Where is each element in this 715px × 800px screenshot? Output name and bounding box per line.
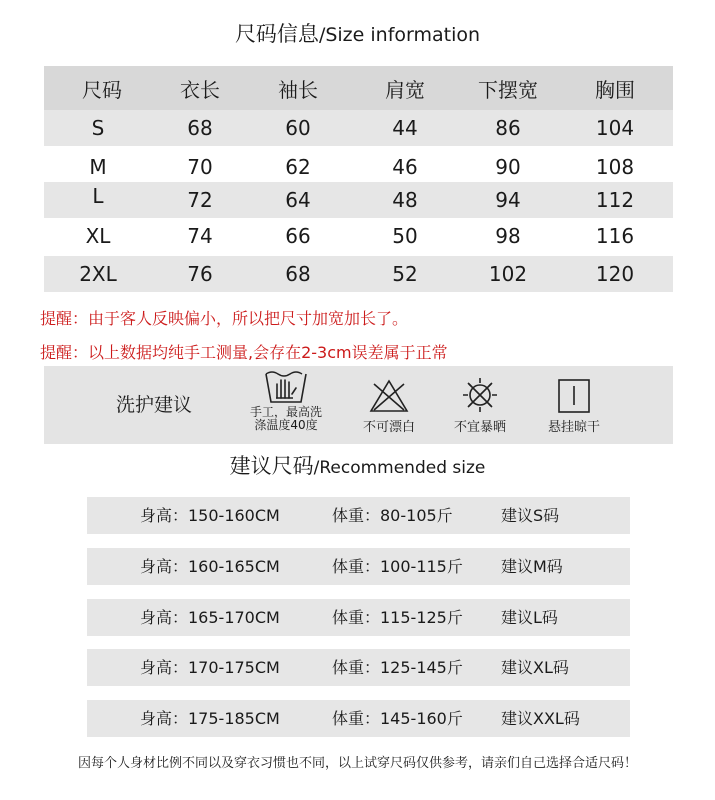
rec-weight: 体重：115-125斤 bbox=[332, 608, 463, 627]
header-cell-sleeve: 袖长 bbox=[278, 77, 318, 102]
table-cell: 68 bbox=[285, 262, 311, 286]
table-cell: 2XL bbox=[79, 262, 117, 286]
table-cell: 120 bbox=[595, 262, 635, 286]
size-info-title-cn: 尺码信息 bbox=[234, 22, 319, 46]
rec-size: 建议L码 bbox=[501, 608, 558, 627]
table-row bbox=[44, 218, 673, 254]
table-cell: 50 bbox=[392, 224, 418, 248]
table-cell: 112 bbox=[595, 188, 635, 212]
footer-disclaimer: 因每个人身材比例不同以及穿衣习惯也不同，以上试穿尺码仅供参考，请亲们自己选择合适尺码！ bbox=[77, 756, 637, 771]
header-cell-hem: 下摆宽 bbox=[478, 77, 538, 102]
table-cell: 48 bbox=[392, 188, 418, 212]
size-info-title-en: /Size information bbox=[318, 24, 481, 46]
table-cell: 64 bbox=[285, 188, 311, 212]
table-row bbox=[44, 152, 673, 182]
table-cell: 68 bbox=[187, 116, 213, 140]
rec-size-title bbox=[0, 450, 715, 480]
table-cell: 44 bbox=[392, 116, 418, 140]
no-sun-dry-icon bbox=[460, 376, 500, 414]
rec-weight: 体重：80-105斤 bbox=[332, 506, 453, 525]
table-cell: 60 bbox=[285, 116, 311, 140]
care-section bbox=[44, 366, 673, 444]
care-item-hand-wash bbox=[248, 368, 324, 432]
header-cell-chest: 胸围 bbox=[595, 77, 635, 102]
table-cell: 86 bbox=[495, 116, 521, 140]
rec-row bbox=[87, 497, 630, 534]
rec-height: 身高：170-175CM bbox=[140, 658, 280, 677]
table-cell: L bbox=[92, 184, 104, 208]
no-sun-dry-label: 不宜暴晒 bbox=[453, 420, 506, 435]
hand-wash-label-2: 涤温度40度 bbox=[254, 418, 318, 432]
hand-wash-label-1: 手工，最高洗 bbox=[249, 405, 322, 419]
rec-row bbox=[87, 599, 630, 636]
table-cell: 108 bbox=[595, 155, 635, 179]
table-cell: 66 bbox=[285, 224, 311, 248]
rec-weight: 体重：125-145斤 bbox=[332, 658, 463, 677]
rec-weight: 体重：145-160斤 bbox=[332, 709, 463, 728]
rec-size: 建议S码 bbox=[501, 506, 560, 525]
rec-row bbox=[87, 700, 630, 737]
rec-size: 建议M码 bbox=[501, 557, 563, 576]
care-item-hang-dry bbox=[534, 378, 614, 435]
table-cell: S bbox=[91, 116, 105, 140]
rec-height: 身高：165-170CM bbox=[140, 608, 280, 627]
hang-dry-icon bbox=[557, 378, 591, 414]
header-cell-size: 尺码 bbox=[82, 77, 122, 102]
rec-row bbox=[87, 649, 630, 686]
hang-dry-label: 悬挂晾干 bbox=[547, 420, 600, 435]
table-cell: 46 bbox=[392, 155, 418, 179]
table-row bbox=[44, 110, 673, 146]
size-info-title bbox=[0, 18, 715, 48]
care-item-no-bleach bbox=[349, 378, 429, 435]
hand-wash-icon bbox=[264, 368, 308, 406]
table-row bbox=[44, 256, 673, 292]
header-cell-shoulder: 肩宽 bbox=[385, 77, 425, 102]
rec-height: 身高：160-165CM bbox=[140, 557, 280, 576]
table-cell: 62 bbox=[285, 155, 311, 179]
rec-size: 建议XL码 bbox=[501, 658, 569, 677]
table-cell: 72 bbox=[187, 188, 213, 212]
table-cell: 102 bbox=[488, 262, 528, 286]
size-table-header bbox=[44, 66, 673, 110]
table-cell: 76 bbox=[187, 262, 213, 286]
no-bleach-label: 不可漂白 bbox=[362, 420, 415, 435]
table-cell: 98 bbox=[495, 224, 521, 248]
table-cell: 52 bbox=[392, 262, 418, 286]
table-cell: M bbox=[89, 155, 107, 179]
rec-size-title-en: /Recommended size bbox=[313, 458, 486, 478]
table-row bbox=[44, 182, 673, 218]
table-cell: 74 bbox=[187, 224, 213, 248]
table-cell: 70 bbox=[187, 155, 213, 179]
header-cell-length: 衣长 bbox=[180, 77, 220, 102]
rec-height: 身高：175-185CM bbox=[140, 709, 280, 728]
table-cell: 104 bbox=[595, 116, 635, 140]
care-item-no-sun-dry bbox=[437, 376, 523, 435]
rec-weight: 体重：100-115斤 bbox=[332, 557, 463, 576]
rec-height: 身高：150-160CM bbox=[140, 506, 280, 525]
table-cell: 94 bbox=[495, 188, 521, 212]
table-cell: XL bbox=[85, 224, 111, 248]
table-cell: 90 bbox=[495, 155, 521, 179]
rec-size-title-cn: 建议尺码 bbox=[229, 454, 314, 478]
no-bleach-icon bbox=[368, 378, 410, 414]
table-cell: 116 bbox=[595, 224, 635, 248]
care-title: 洗护建议 bbox=[116, 394, 193, 416]
note-measurement-error: 提醒：以上数据均纯手工测量,会存在2-3cm误差属于正常 bbox=[40, 343, 448, 362]
rec-size: 建议XXL码 bbox=[501, 709, 580, 728]
note-size-adjusted: 提醒：由于客人反映偏小，所以把尺寸加宽加长了。 bbox=[40, 309, 409, 328]
rec-row bbox=[87, 548, 630, 585]
